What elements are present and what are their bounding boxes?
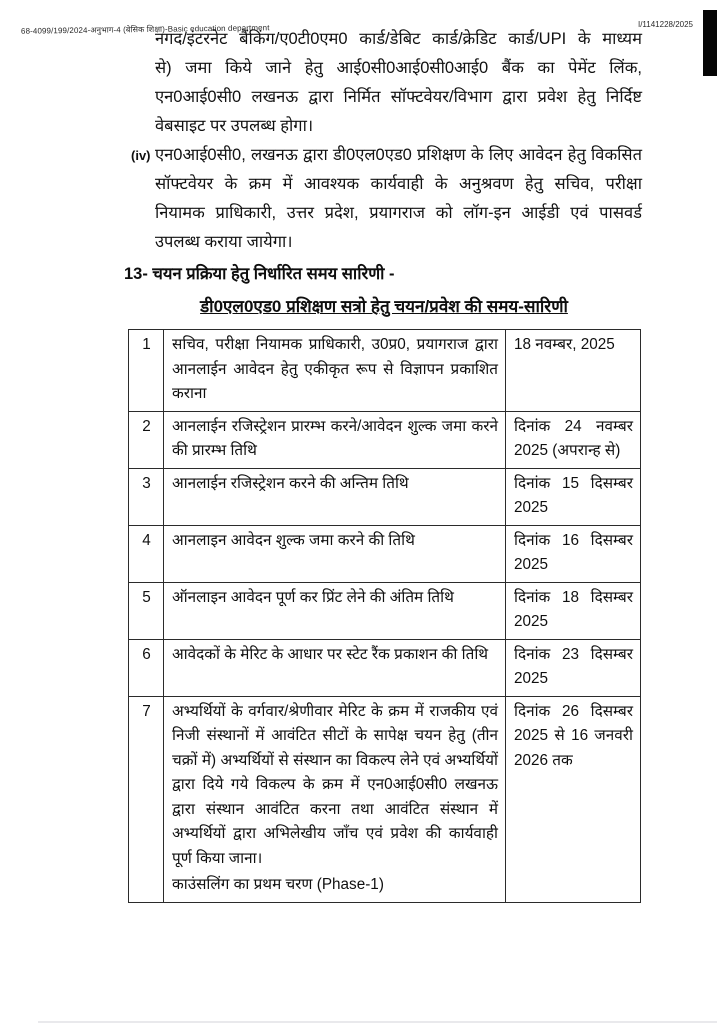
table-row — [129, 696, 641, 902]
date-cell: दिनांक 23 दिसम्बर 2025 — [506, 639, 641, 696]
list-item-marker: (iv) — [131, 148, 151, 163]
table-row — [129, 468, 641, 525]
activity-cell: ऑनलाइन आवेदन पूर्ण कर प्रिंट लेने की अंतिम तिथि — [164, 582, 506, 639]
activity-cell: सचिव, परीक्षा नियामक प्राधिकारी, उ0प्र0, प्रयागराज द्वारा आनलाईन आवेदन हेतु एकीकृत रूप से विज्ञापन प्रकाशित कराना — [164, 330, 506, 412]
section-13-heading: 13- चयन प्रक्रिया हेतु निर्धारित समय सारिणी - — [124, 265, 395, 283]
table-row — [129, 639, 641, 696]
paragraph-line: वेबसाइट पर उपलब्ध होगा। — [155, 117, 314, 135]
date-cell: दिनांक 26 दिसम्बर 2025 से 16 जनवरी 2026 तक — [506, 696, 641, 902]
list-item-iv — [131, 141, 642, 257]
activity-cell: आनलाईन रजिस्ट्रेशन करने की अन्तिम तिथि — [164, 468, 506, 525]
table-row — [129, 411, 641, 468]
activity-cell: आनलाईन रजिस्ट्रेशन प्रारम्भ करने/आवेदन शुल्क जमा करने की प्रारम्भ तिथि — [164, 411, 506, 468]
paragraph-line: उपलब्ध कराया जायेगा। — [155, 233, 293, 251]
serial-number-cell: 1 — [129, 330, 164, 412]
file-reference-number: 68-4099/199/2024-अनुभाग-4 (बेसिक शिक्षा)-Basic education department — [20, 23, 270, 36]
date-cell: दिनांक 15 दिसम्बर 2025 — [506, 468, 641, 525]
table-row — [129, 525, 641, 582]
paragraph-line: एन0आई0सी0, लखनऊ द्वारा डी0एल0एड0 प्रशिक्षण के लिए आवेदन हेतु विकसित — [155, 146, 642, 164]
paragraph-line: नगद/इंटरनेट बैंकिंग/ए0टी0एम0 कार्ड/डेबिट कार्ड/क्रेडिट कार्ड/UPI के माध्यम — [155, 30, 642, 48]
date-cell: 18 नवम्बर, 2025 — [506, 330, 641, 412]
serial-number-cell: 2 — [129, 411, 164, 468]
activity-cell: आवेदकों के मेरिट के आधार पर स्टेट रैंक प्रकाशन की तिथि — [164, 639, 506, 696]
serial-number-cell: 6 — [129, 639, 164, 696]
document-body — [0, 25, 717, 903]
activity-cell — [164, 696, 506, 902]
activity-cell: आनलाइन आवेदन शुल्क जमा करने की तिथि — [164, 525, 506, 582]
table-row — [129, 582, 641, 639]
paragraph-line: से) जमा किये जाने हेतु आई0सी0आई0सी0आई0 बैंक का पेमेंट लिंक, — [155, 59, 642, 77]
selection-schedule-table — [128, 329, 641, 903]
paragraph-payment-modes — [155, 25, 642, 141]
paragraph-line: नियामक प्राधिकारी, उत्तर प्रदेश, प्रयागराज को लॉग-इन आईडी एवं पासवर्ड — [155, 204, 642, 222]
table-row — [129, 330, 641, 412]
serial-number-cell: 7 — [129, 696, 164, 902]
activity-text: अभ्यर्थियों के वर्गवार/श्रेणीवार मेरिट के क्रम में राजकीय एवं निजी संस्थानों में आवंटित सीटों के सापेक्ष चयन हेतु (तीन चक्रों में) अभ्यर्थियों से संस्थान का विकल्प लेने एवं अभ्यर्थियों द्वारा दिये गये विकल्प के क्रम में एन0आई0सी0 लखनऊ द्वारा संस्थान आवंटित करना तथा आवंटित संस्थान में अभ्यर्थियों द्वारा अभिलेखीय जाँच एवं प्रवेश की कार्यवाही पूर्ण किया जाना। — [172, 702, 498, 867]
schedule-table-title: डी0एल0एड0 प्रशिक्षण सत्रो हेतु चयन/प्रवेश की समय-सारिणी — [200, 297, 568, 316]
serial-number-cell: 5 — [129, 582, 164, 639]
date-cell: दिनांक 18 दिसम्बर 2025 — [506, 582, 641, 639]
activity-phase-note: काउंसलिंग का प्रथम चरण (Phase-1) — [172, 876, 384, 893]
list-item-text — [155, 141, 642, 257]
serial-number-cell: 3 — [129, 468, 164, 525]
paragraph-line: सॉफ्टवेयर के क्रम में आवश्यक कार्यवाही के अनुश्रवण हेतु सचिव, परीक्षा — [155, 175, 642, 193]
document-id-number: I/1141228/2025 — [637, 20, 693, 29]
paragraph-line: एन0आई0सी0 लखनऊ द्वारा निर्मित सॉफ्टवेयर/विभाग द्वारा प्रवेश हेतु निर्दिष्ट — [155, 88, 642, 106]
serial-number-cell: 4 — [129, 525, 164, 582]
date-cell: दिनांक 16 दिसम्बर 2025 — [506, 525, 641, 582]
scan-artifact-bottom-edge — [38, 1021, 717, 1023]
date-cell: दिनांक 24 नवम्बर 2025 (अपरान्ह से) — [506, 411, 641, 468]
